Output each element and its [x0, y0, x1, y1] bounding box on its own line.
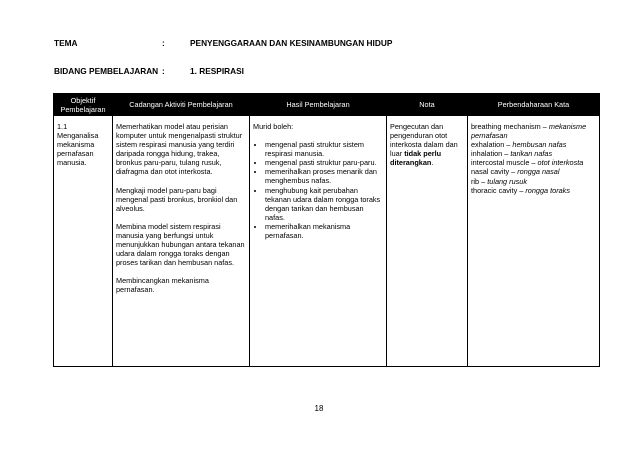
table-header-row: [54, 94, 600, 116]
vocab-item: thoracic cavity – rongga toraks: [471, 185, 570, 195]
list-item: • mengenal pasti struktur paru-paru.: [265, 158, 383, 167]
list-item: • mengenal pasti struktur sistem respirasi manusia.: [265, 140, 383, 158]
nota-text: Pengecutan dan pengenduran otot interkosta dalam dan luar: [390, 122, 458, 159]
tema-colon: :: [162, 38, 165, 48]
hasil-list: [253, 140, 383, 240]
col-header-aktiviti: Cadangan Aktiviti Pembelajaran: [113, 94, 250, 116]
bidang-value: 1. RESPIRASI: [190, 66, 244, 76]
nota-end: .: [431, 158, 434, 168]
aktiviti-item: Mengkaji model paru-paru bagi mengenal pasti bronkus, bronkiol dan alveolus.: [116, 185, 238, 213]
col-header-kata: Perbendaharaan Kata: [468, 94, 600, 116]
aktiviti-item: Membincangkan mekanisma pernafasan.: [116, 276, 209, 295]
hasil-cell: [250, 116, 387, 367]
objektif-cell: [54, 116, 113, 367]
curriculum-table: [53, 93, 600, 367]
bidang-colon: :: [162, 66, 165, 76]
aktiviti-item: Memerhatikan model atau perisian komputer untuk mengenalpasti struktur sistem respirasi manusia yang terdiri daripada rongga hidung, trakea, bronkus paru-paru, tulang rusuk, diafragma dan otot interkosta.: [116, 122, 243, 177]
page-number: 18: [314, 404, 324, 413]
vocab-item: breathing mechanism – mekanisme pernafasan: [471, 122, 587, 141]
vocab-item: nasal cavity – rongga nasal: [471, 167, 560, 177]
col-header-hasil: Hasil Pembelajaran: [250, 94, 387, 116]
vocab-item: intercostal muscle – otot interkosta: [471, 158, 584, 168]
table-row: [54, 116, 600, 367]
bidang-label: BIDANG PEMBELAJARAN: [54, 66, 159, 76]
list-item: • menghubung kait perubahan tekanan udara dalam rongga toraks dengan tarikan dan hembusan nafas.: [265, 186, 383, 222]
list-item: • memerihalkan proses menarik dan menghembus nafas.: [265, 167, 383, 185]
aktiviti-item: Membina model sistem respirasi manusia yang berfungsi untuk menunjukkan hubungan antara tekanan udara dalam rongga toraks dengan proses tarikan dan hembusan nafas.: [116, 221, 245, 268]
vocab-item: inhalation – tarikan nafas: [471, 149, 553, 159]
list-item: • memerihalkan mekanisma pernafasan.: [265, 222, 383, 240]
vocab-item: exhalation – hembusan nafas: [471, 140, 567, 150]
col-header-nota: Nota: [387, 94, 468, 116]
hasil-intro: Murid boleh:: [253, 122, 294, 131]
tema-value: PENYENGGARAAN DAN KESINAMBUNGAN HIDUP: [190, 38, 393, 48]
col-header-objektif: Objektif Pembelajaran: [54, 94, 113, 116]
nota-cell: [387, 116, 468, 367]
kata-cell: [468, 116, 600, 367]
objektif-text: 1.1 Menganalisa mekanisma pernafasan manusia.: [57, 122, 99, 168]
vocab-item: rib – tulang rusuk: [471, 176, 527, 186]
nota-bold: tidak perlu diterangkan: [390, 149, 442, 168]
aktiviti-cell: [113, 116, 250, 367]
tema-label: TEMA: [54, 38, 78, 48]
